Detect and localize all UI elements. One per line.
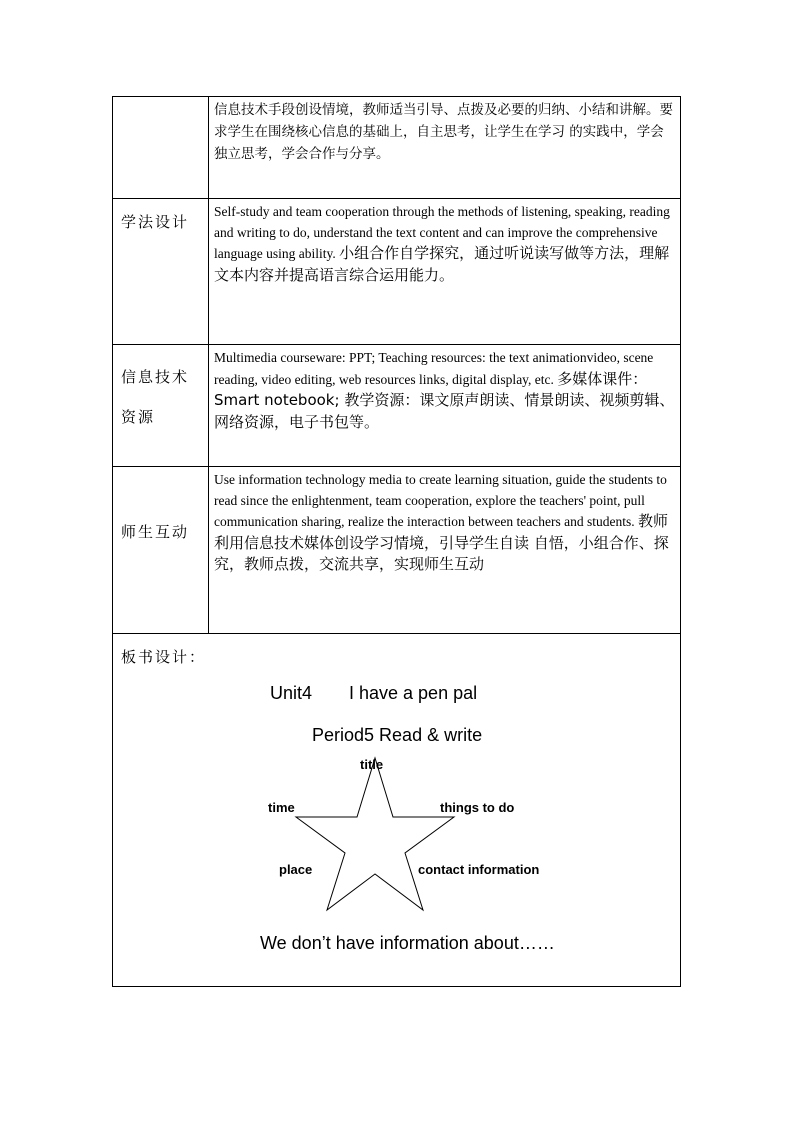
period-title: Period5 Read & write <box>312 725 483 745</box>
unit-title: I have a pen pal <box>349 683 478 703</box>
star-label-title: title <box>360 757 384 772</box>
row-label-interaction: 师生互动 <box>113 467 209 633</box>
row-label-learning-method: 学法设计 <box>113 199 209 344</box>
table-row <box>113 199 680 345</box>
star-label-things: things to do <box>440 800 515 815</box>
row-label-line: 资源 <box>121 408 156 426</box>
lesson-plan-table <box>112 96 681 987</box>
star-label-time: time <box>268 800 295 815</box>
it-resources-cn: 多媒体课件：Smart notebook; 教学资源：课文原声朗读、情景朗读、视频剪辑、网络资源，电子书包等。 <box>214 369 675 431</box>
learning-method-en: Self-study and team cooperation through the methods of listening, speaking, reading and writing to do, understand the text content and can improve the comprehensive language using ability. <box>214 204 670 261</box>
interaction-en: Use information technology media to create learning situation, guide the students to read since the enlightenment, team cooperation, explore the teachers' point, pull communication sharing, realize the interaction between teachers and students. <box>214 472 667 529</box>
teaching-method-text: 信息技术手段创设情境，教师适当引导、点拨及必要的归纳、小结和讲解。要求学生在围绕核心信息的基础上，自主思考，让学生在学习 的实践中，学会独立思考，学会合作与分享。 <box>214 102 673 162</box>
star-shape <box>296 758 454 910</box>
learning-method-content <box>214 202 676 286</box>
table-row <box>113 467 680 634</box>
learning-method-cn: 小组合作自学探究，通过听说读写做等方法，理解文本内容并提高语言综合运用能力。 <box>214 244 670 284</box>
board-design <box>113 634 680 988</box>
table-row <box>113 97 680 199</box>
row-label-line: 信息技术 <box>121 368 190 386</box>
it-resources-en: Multimedia courseware: PPT; Teaching resources: the text animationvideo, scene reading, video editing, web resources links, digital display, etc. <box>214 350 654 387</box>
it-resources-content <box>214 348 676 433</box>
star-label-contact: contact information <box>418 862 540 877</box>
table-row <box>113 345 680 467</box>
star-label-place: place <box>279 862 313 877</box>
row-label <box>113 97 209 198</box>
row-label-it-resources <box>113 345 209 466</box>
bottom-sentence: We don’t have information about…… <box>260 933 555 953</box>
board-design-label: 板书设计： <box>121 648 207 666</box>
unit-number: Unit4 <box>270 683 313 703</box>
interaction-cn: 教师利用信息技术媒体创设学习情境，引导学生自读 自悟，小组合作、探究，教师点拨，交流共享，实现师生互动 <box>214 512 669 573</box>
interaction-content <box>214 470 676 576</box>
